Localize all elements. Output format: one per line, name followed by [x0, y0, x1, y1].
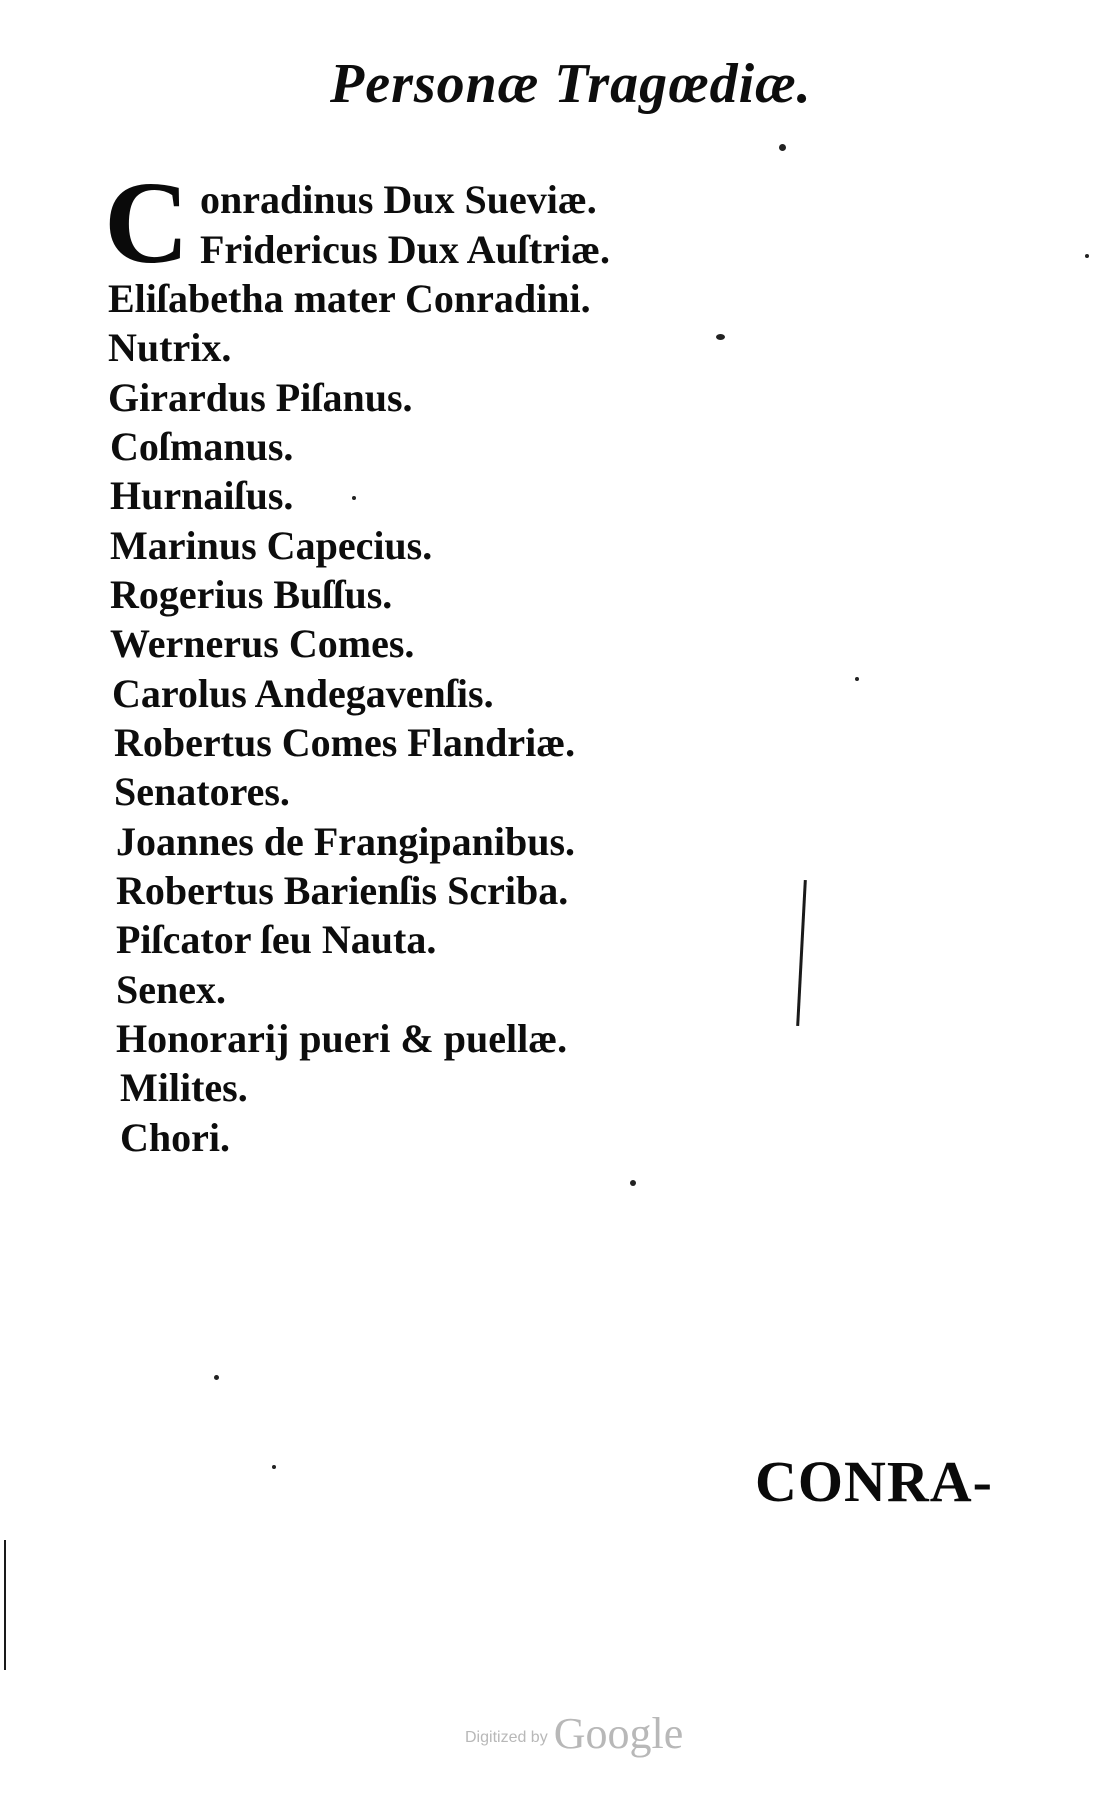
- catchword: CONRA-: [755, 1449, 993, 1514]
- page-title: Personæ Tragœdiæ.: [330, 53, 812, 115]
- cast-entry: Rogerius Buſſus.: [110, 572, 393, 617]
- ink-speck: [214, 1375, 219, 1380]
- ink-speck: [352, 496, 356, 500]
- cast-entry: Milites.: [120, 1065, 248, 1110]
- watermark-brand: Google: [553, 1709, 684, 1758]
- cast-entry: Joannes de Frangipanibus.: [116, 819, 576, 864]
- ink-speck: [855, 677, 859, 681]
- cast-entry: Honorarij pueri & puellæ.: [116, 1016, 568, 1061]
- ink-speck: [1085, 254, 1089, 258]
- cast-entry: Fridericus Dux Auſtriæ.: [200, 227, 610, 272]
- cast-entry: Carolus Andegavenſis.: [112, 671, 494, 716]
- ink-speck: [272, 1465, 276, 1469]
- ink-speck: [779, 144, 786, 151]
- cast-entry: Coſmanus.: [110, 424, 294, 469]
- cast-entry: Senatores.: [114, 769, 290, 814]
- cast-entry: Senex.: [116, 967, 226, 1012]
- watermark-prefix: Digitized by: [465, 1729, 548, 1746]
- cast-entry: Girardus Piſanus.: [108, 375, 413, 420]
- cast-entry: Robertus Comes Flandriæ.: [114, 720, 576, 765]
- ink-speck: [630, 1180, 636, 1186]
- cast-entry: Nutrix.: [108, 325, 232, 370]
- cast-entry: Eliſabetha mater Conradini.: [108, 276, 591, 321]
- cast-entry: Hurnaiſus.: [110, 473, 294, 518]
- cast-entry: Wernerus Comes.: [110, 621, 415, 666]
- cast-entry: Marinus Capecius.: [110, 523, 433, 568]
- cast-entry: Robertus Barienſis Scriba.: [116, 868, 569, 913]
- digitized-watermark: [465, 1708, 683, 1759]
- cast-entry: Piſcator ſeu Nauta.: [116, 917, 437, 962]
- margin-line-artifact: [4, 1540, 6, 1670]
- cast-entry: onradinus Dux Sueviæ.: [200, 177, 597, 222]
- ink-speck: [716, 334, 725, 340]
- drop-cap-initial: C: [104, 157, 190, 288]
- cast-entry: Chori.: [120, 1115, 230, 1160]
